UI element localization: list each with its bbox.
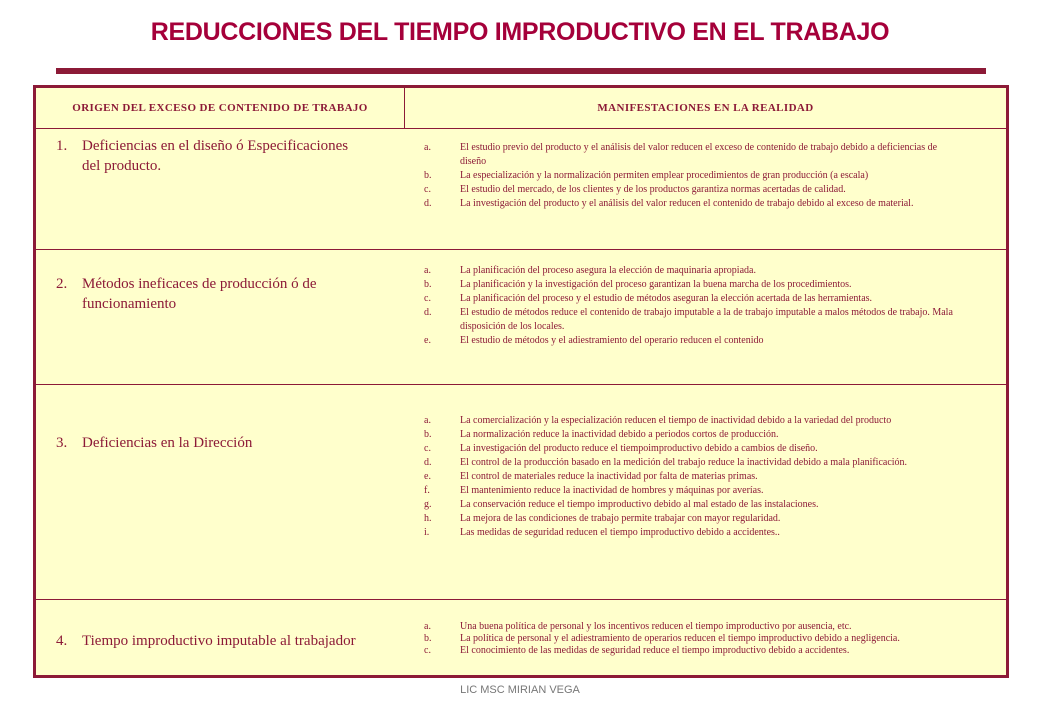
category-label: Deficiencias en la Dirección [82, 435, 253, 451]
category-number: 4. [56, 633, 68, 649]
list-item: f. El mantenimiento reduce la inactividad de hombres y máquinas por averías. [424, 485, 764, 496]
list-item: b. La política de personal y el adiestramiento de operarios reducen el tiempo improductivo debido a negligencia. [424, 633, 900, 644]
row-divider [36, 384, 1006, 385]
list-item: i. Las medidas de seguridad reducen el tiempo improductivo debido a accidentes.. [424, 527, 780, 538]
manifestations-list-2 [424, 264, 964, 348]
list-item: e. El estudio de métodos y el adiestramiento del operario reducen el contenido [424, 335, 764, 346]
list-item: a. La planificación del proceso asegura la elección de maquinaria apropiada. [424, 265, 756, 276]
header-manifestaciones: MANIFESTACIONES EN LA REALIDAD [597, 102, 814, 114]
category-label: Métodos ineficaces de producción ó de funcionamiento [82, 276, 317, 312]
manifestations-list-3 [424, 414, 964, 540]
category-row-4 [56, 631, 376, 651]
category-label: Tiempo improductivo imputable al trabajador [82, 633, 356, 649]
category-number: 3. [56, 435, 68, 451]
list-item: d. El control de la producción basado en la medición del trabajo reduce la inactividad debido a mala planificación. [424, 457, 908, 468]
list-item: b. La normalización reduce la inactividad debido a periodos cortos de producción. [424, 429, 779, 440]
list-item: g. La conservación reduce el tiempo improductivo debido al mal estado de las instalaciones. [424, 499, 819, 510]
category-label: Deficiencias en el diseño ó Especificaciones del producto. [82, 138, 349, 174]
list-item: c. El estudio del mercado, de los clientes y de los productos garantiza normas acertadas de calidad. [424, 184, 846, 195]
list-item: h. La mejora de las condiciones de trabajo permite trabajar con mayor regularidad. [424, 513, 781, 524]
list-item: c. La investigación del producto reduce el tiempoimproductivo debido a cambios de diseño. [424, 443, 818, 454]
footer-author: LIC MSC MIRIAN VEGA [460, 684, 580, 696]
row-divider [36, 128, 1006, 129]
manifestations-list-4 [424, 621, 964, 657]
header-origen: ORIGEN DEL EXCESO DE CONTENIDO DE TRABAJO [72, 102, 368, 114]
category-number: 1. [56, 138, 68, 154]
list-item: a. Una buena política de personal y los incentivos reducen el tiempo improductivo por ausencia, etc. [424, 621, 852, 632]
list-item: c. La planificación del proceso y el estudio de métodos aseguran la elección acertada de las herramientas. [424, 293, 873, 304]
page-title: REDUCCIONES DEL TIEMPO IMPRODUCTIVO EN EL TRABAJO [150, 18, 890, 46]
category-row-1 [56, 136, 376, 176]
content-table [33, 85, 1009, 678]
list-item: a. La comercialización y la especialización reducen el tiempo de inactividad debido a la variedad del producto [424, 415, 892, 426]
list-item: d. La investigación del producto y el análisis del valor reducen el contenido de trabajo debido al exceso de material. [424, 198, 914, 209]
list-item: b. La planificación y la investigación del proceso garantizan la buena marcha de los procedimientos. [424, 279, 852, 290]
list-item: d. El estudio de métodos reduce el contenido de trabajo imputable a la de trabajo imputable a malos métodos de trabajo. Mala disposición de los locales. [424, 307, 953, 332]
list-item: a. El estudio previo del producto y el análisis del valor reducen el exceso de contenido de trabajo debido a deficiencias de diseño [424, 142, 938, 167]
row-divider [36, 599, 1006, 600]
list-item: c. El conocimiento de las medidas de seguridad reduce el tiempo improductivo debido a accidentes. [424, 645, 850, 656]
title-underline [56, 68, 986, 74]
list-item: e. El control de materiales reduce la inactividad por falta de materias primas. [424, 471, 758, 482]
row-divider [36, 249, 1006, 250]
list-item: b. La especialización y la normalización permiten emplear procedimientos de gran producción (a escala) [424, 170, 869, 181]
manifestations-list-1 [424, 141, 964, 211]
category-number: 2. [56, 276, 68, 292]
category-row-3 [56, 433, 376, 453]
category-row-2 [56, 274, 376, 314]
